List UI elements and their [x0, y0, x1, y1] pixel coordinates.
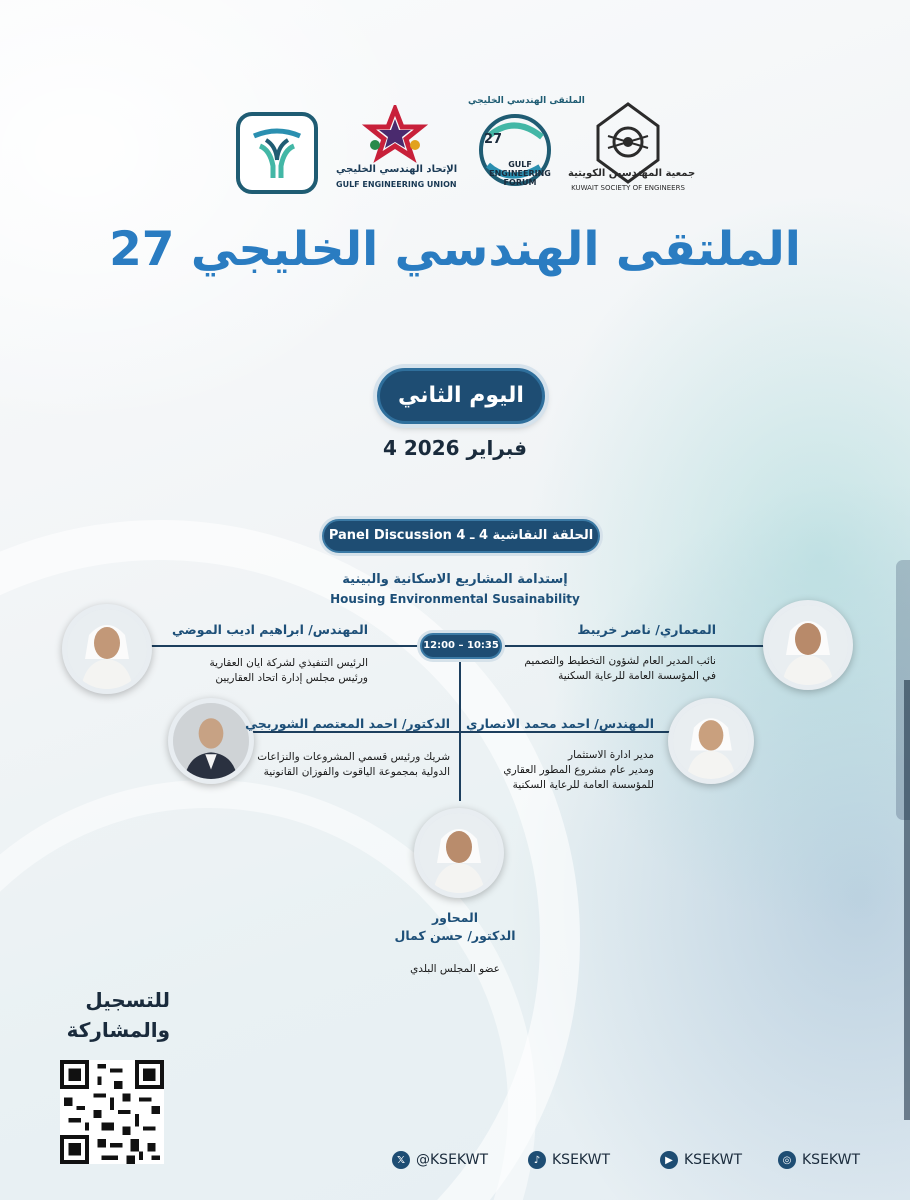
social-youtube[interactable]: ▶ KSEKWT: [660, 1146, 742, 1174]
time-badge: 12:00 – 10:35: [420, 633, 502, 659]
speaker-name: الدكتور/ احمد المعتصم الشوربجي: [245, 716, 450, 731]
speaker-title: الرئيس التنفيذي لشركة ايان العقارية ورئيس مجلس إدارة اتحاد العقاريين: [209, 657, 368, 684]
panel-badge: الحلقة النقاشية 4 ـ Panel Discussion 4: [322, 519, 600, 553]
page-title: الملتقى الهندسي الخليجي 27: [109, 222, 801, 277]
speaker-photo: [168, 698, 254, 784]
panel-topic-en: Housing Environmental Susainability: [330, 592, 580, 606]
panel-topic-ar: إستدامة المشاريع الاسكانية والبينية: [342, 572, 568, 587]
register-label: للتسجيل والمشاركة: [66, 988, 170, 1042]
speaker-photo: [763, 600, 853, 690]
forum-number: 27: [483, 132, 503, 147]
kse-caption-ar: جمعية المهندسين الكويتية: [568, 168, 696, 179]
kse-caption-en: KUWAIT SOCIETY OF ENGINEERS: [571, 184, 685, 192]
social-tiktok[interactable]: ♪ KSEKWT: [528, 1146, 610, 1174]
speaker-name: المعماري/ ناصر خريبط: [577, 622, 716, 637]
scrollbar-thumb[interactable]: [904, 680, 910, 1120]
tiktok-icon: ♪: [528, 1151, 546, 1169]
registration-qr-code[interactable]: [60, 1060, 164, 1164]
kuwait-society-of-engineers-logo: [578, 98, 678, 198]
moderator-title: عضو المجلس البلدي: [410, 963, 500, 975]
day-badge: اليوم الثاني: [377, 368, 545, 424]
speaker-title: مدير ادارة الاستثمار ومدير عام مشروع المطور العقاري للمؤسسة العامة للرعاية السكنية: [503, 749, 654, 791]
event-date: 4 فبراير 2026: [382, 436, 528, 460]
instagram-icon: ◎: [778, 1151, 796, 1169]
connector-line: [234, 731, 684, 733]
social-instagram[interactable]: ◎ KSEKWT: [778, 1146, 860, 1174]
speaker-photo: [62, 604, 152, 694]
forum-caption: GULF ENGINEERING FORUM: [489, 160, 551, 187]
youtube-icon: ▶: [660, 1151, 678, 1169]
moderator-role: المحاور: [431, 910, 479, 925]
geu-caption-ar: الإتحاد الهندسي الخليجي: [336, 164, 458, 175]
connector-line: [459, 645, 461, 801]
moderator-photo: [414, 808, 504, 898]
speaker-photo: [668, 698, 754, 784]
speaker-name: المهندس/ احمد محمد الانصاري: [466, 716, 654, 731]
emblem-logo: [236, 112, 318, 194]
forum-arc-text: الملتقى الهندسي الخليجي: [468, 96, 585, 106]
geu-caption-en: GULF ENGINEERING UNION: [336, 180, 457, 189]
social-x[interactable]: 𝕏 @KSEKWT: [392, 1146, 488, 1174]
x-icon: 𝕏: [392, 1151, 410, 1169]
speaker-title: شريك ورئيس قسمي المشروعات والنزاعات الدولية بمجموعة الياقوت والفوزان القانونية: [257, 751, 450, 778]
speaker-name: المهندس/ ابراهيم اديب الموضي: [172, 622, 368, 637]
speaker-title: نائب المدير العام لشؤون التخطيط والتصميم في المؤسسة العامة للرعاية السكنية: [524, 655, 716, 682]
moderator-name: الدكتور/ حسن كمال: [394, 928, 516, 943]
